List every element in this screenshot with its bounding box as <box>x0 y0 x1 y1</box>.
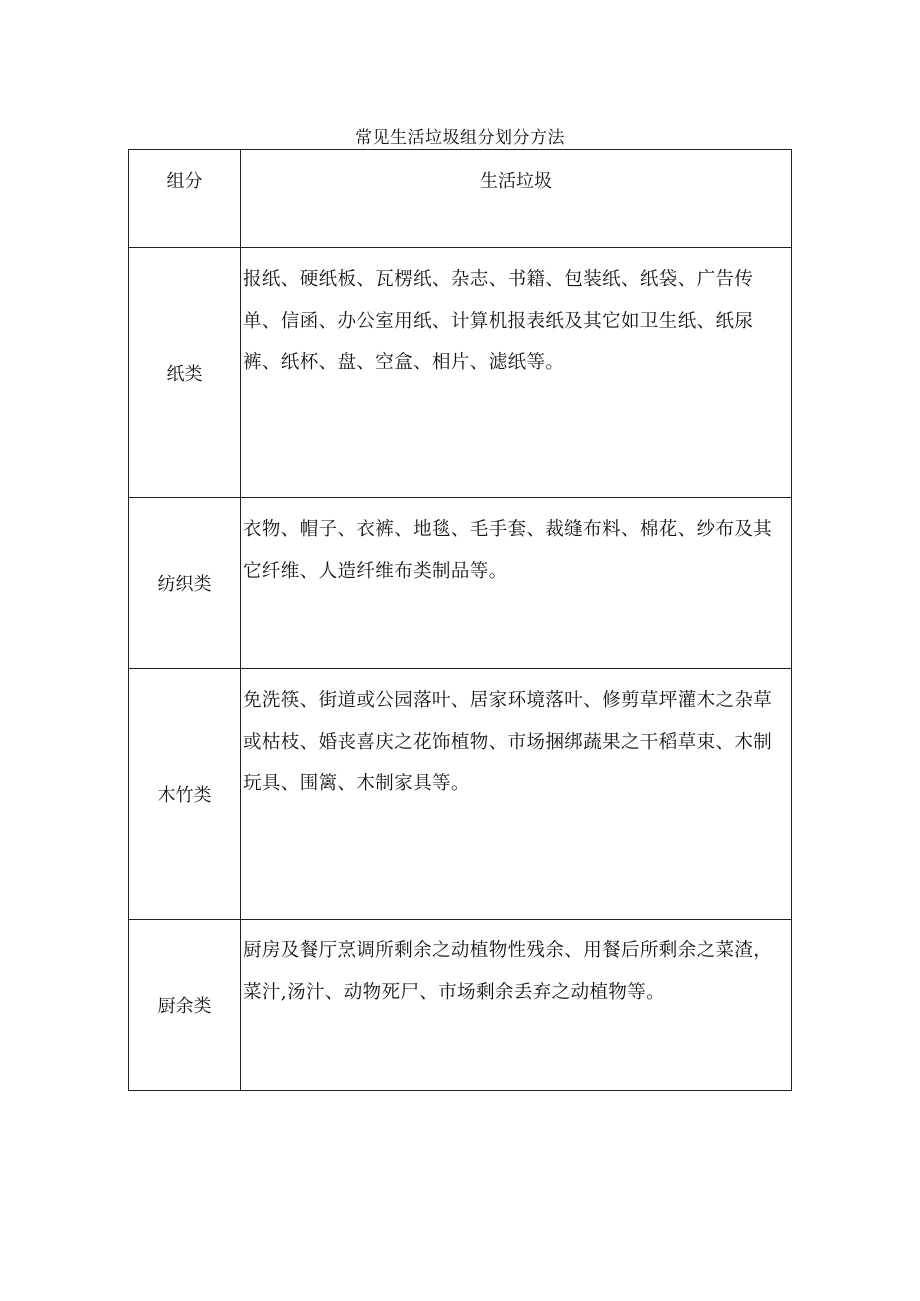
document-title: 常见生活垃圾组分划分方法 <box>355 128 565 148</box>
table-header-row <box>129 150 792 248</box>
table-row <box>129 920 792 1091</box>
header-component: 组分 <box>129 150 241 248</box>
items-cell: 衣物、帽子、衣裤、地毯、毛手套、裁缝布料、棉花、纱布及其它纤维、人造纤维布类制品等。 <box>241 498 792 669</box>
items-cell: 厨房及餐厅烹调所剩余之动植物性残余、用餐后所剩余之菜渣，菜汁,汤汁、动物死尸、市场剩余丢弃之动植物等。 <box>241 920 792 1091</box>
header-household-waste: 生活垃圾 <box>241 150 792 248</box>
category-cell: 木竹类 <box>129 669 241 920</box>
category-cell: 厨余类 <box>129 920 241 1091</box>
items-cell: 免洗筷、街道或公园落叶、居家环境落叶、修剪草坪灌木之杂草或枯枝、婚丧喜庆之花饰植物、市场捆绑蔬果之干稻草束、木制玩具、围篱、木制家具等。 <box>241 669 792 920</box>
items-cell: 报纸、硬纸板、瓦楞纸、杂志、书籍、包装纸、纸袋、广告传单、信函、办公室用纸、计算机报表纸及其它如卫生纸、纸尿裤、纸杯、盘、空盒、相片、滤纸等。 <box>241 248 792 498</box>
category-cell: 纸类 <box>129 248 241 498</box>
table-row <box>129 498 792 669</box>
table-row <box>129 248 792 498</box>
waste-classification-table <box>128 149 792 1091</box>
table-row <box>129 669 792 920</box>
category-cell: 纺织类 <box>129 498 241 669</box>
